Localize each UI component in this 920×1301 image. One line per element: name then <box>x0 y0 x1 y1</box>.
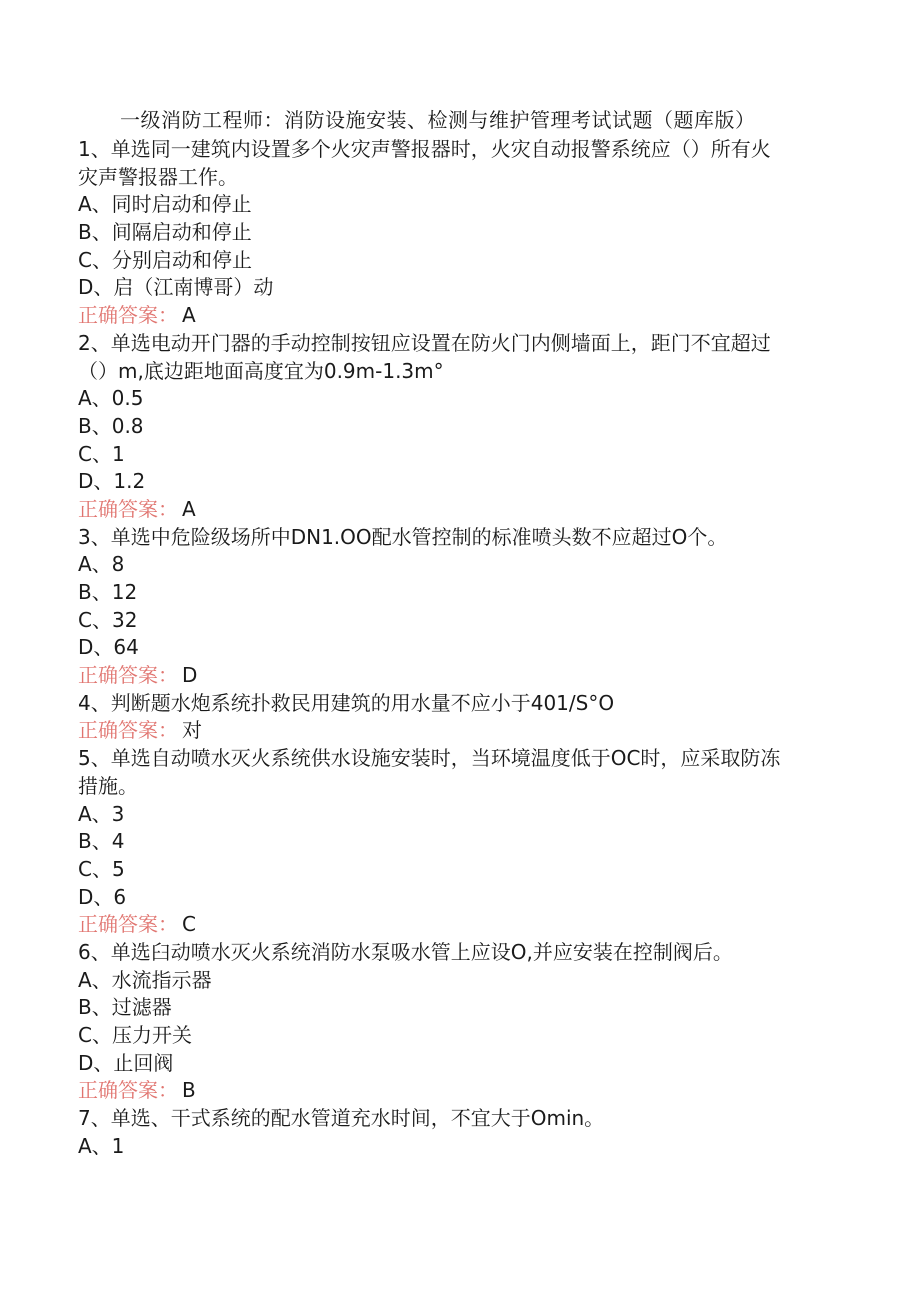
answer-label: 正确答案： <box>78 496 178 521</box>
answer-value: 对 <box>182 718 202 743</box>
answer-option: A、3 <box>78 801 125 826</box>
answer-option: B、间隔启动和停止 <box>78 220 252 245</box>
correct-answer <box>78 302 838 330</box>
answer-option: C、分别启动和停止 <box>78 247 252 272</box>
question-stem: （）m,底边距地面高度宜为0.9m-1.3m° <box>78 358 444 383</box>
answer-option: C、压力开关 <box>78 1023 192 1047</box>
answer-option: A、8 <box>78 552 125 577</box>
question-stem: 3、单选中危险级场所中DN1.OO配水管控制的标准喷头数不应超过O个。 <box>78 524 728 549</box>
answer-value: A <box>182 496 196 521</box>
question-stem: 7、单选、干式系统的配水管道充水时间，不宜大于Omin。 <box>78 1106 605 1131</box>
answer-option: D、启（江南博哥）动 <box>78 275 274 300</box>
answer-option: A、0.5 <box>78 386 144 411</box>
answer-value: D <box>182 663 198 688</box>
answer-label: 正确答案： <box>78 718 178 743</box>
answer-value: B <box>182 1078 196 1103</box>
question-stem: 灾声警报器工作。 <box>78 164 238 189</box>
answer-label: 正确答案： <box>78 663 178 688</box>
answer-option: A、水流指示器 <box>78 967 212 992</box>
answer-value: C <box>182 912 196 937</box>
answer-option: D、64 <box>78 635 139 660</box>
answer-option: B、4 <box>78 829 125 854</box>
answer-option: D、止回阀 <box>78 1050 174 1075</box>
answer-option: A、同时启动和停止 <box>78 192 252 217</box>
answer-option: D、1.2 <box>78 469 146 494</box>
correct-answer <box>78 911 838 939</box>
answer-option: B、过滤器 <box>78 995 172 1020</box>
correct-answer <box>78 1077 838 1105</box>
answer-option: C、1 <box>78 441 125 466</box>
correct-answer <box>78 496 838 524</box>
answer-option: B、12 <box>78 580 138 604</box>
answer-option: C、5 <box>78 856 125 881</box>
question-stem: 5、单选自动喷水灭火系统供水设施安装时，当环境温度低于OC时，应采取防冻 <box>78 746 781 771</box>
answer-value: A <box>182 303 196 328</box>
correct-answer <box>78 662 838 690</box>
answer-option: D、6 <box>78 884 127 909</box>
answer-option: B、0.8 <box>78 413 144 438</box>
question-stem: 2、单选电动开门器的手动控制按钮应设置在防火门内侧墙面上，距门不宜超过 <box>78 330 771 355</box>
question-stem: 6、单选臼动喷水灭火系统消防水泵吸水管上应设O,并应安装在控制阀后。 <box>78 939 733 964</box>
answer-label: 正确答案： <box>78 912 178 937</box>
answer-label: 正确答案： <box>78 303 178 328</box>
question-stem: 措施。 <box>78 773 138 798</box>
question-list <box>78 136 838 1160</box>
answer-option: A、1 <box>78 1133 125 1158</box>
answer-label: 正确答案： <box>78 1078 178 1103</box>
correct-answer <box>78 717 838 745</box>
question-stem: 4、判断题水炮系统扑救民用建筑的用水量不应小于401/S°O <box>78 690 615 715</box>
document-title: 一级消防工程师：消防设施安装、检测与维护管理考试试题（题库版） <box>120 108 756 132</box>
question-stem: 1、单选同一建筑内设置多个火灾声警报器时，火灾自动报警系统应（）所有火 <box>78 137 771 161</box>
answer-option: C、32 <box>78 607 138 632</box>
